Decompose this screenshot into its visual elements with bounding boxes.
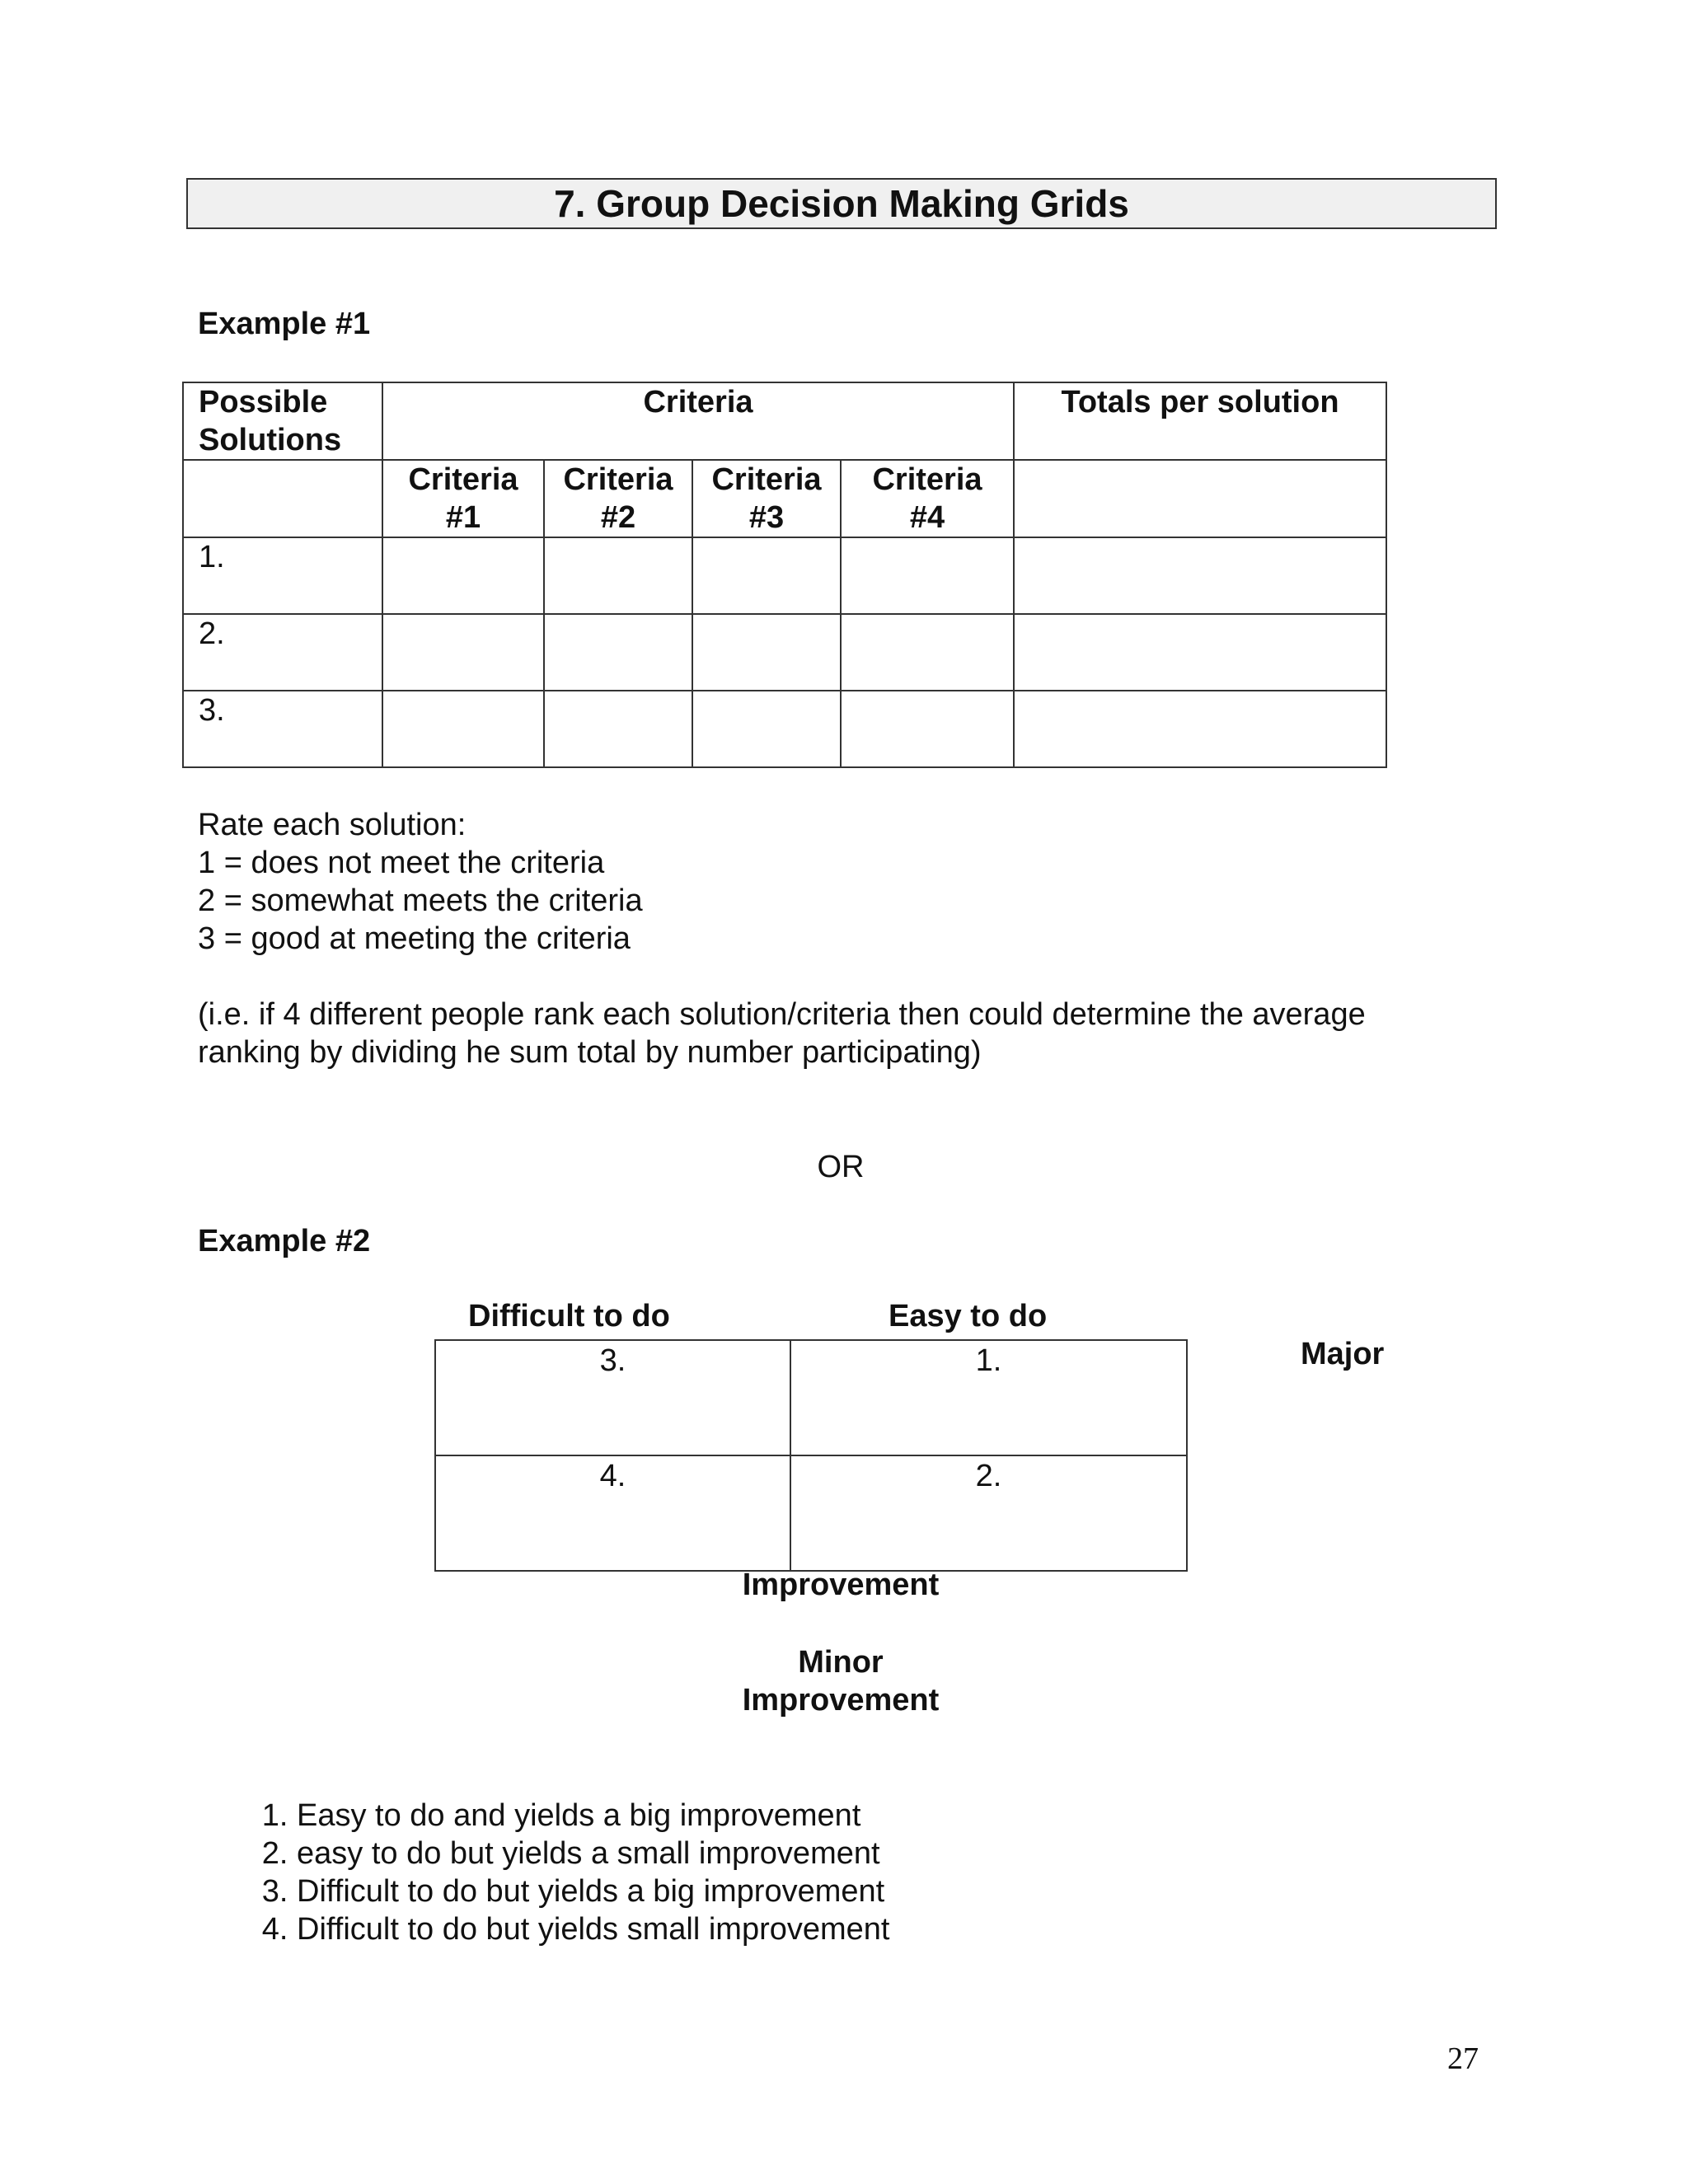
table-cell	[1014, 537, 1386, 614]
table-row	[183, 537, 1386, 614]
rating-line-3: 3 = good at meeting the criteria	[198, 921, 631, 956]
rating-line-2: 2 = somewhat meets the criteria	[198, 883, 643, 918]
subheader-criteria-1: Criteria #1	[382, 460, 544, 537]
subheader-criteria-2: Criteria #2	[544, 460, 692, 537]
example2-heading: Example #2	[198, 1224, 371, 1258]
empty-cell	[1014, 460, 1386, 537]
rating-note: (i.e. if 4 different people rank each solution/criteria then could determine the average ranking by dividing he sum total by number participating)	[198, 997, 1366, 1070]
header-totals: Totals per solution	[1014, 382, 1386, 460]
table-cell	[692, 614, 841, 691]
row-label: 2.	[183, 614, 382, 691]
list-item: 2. easy to do but yields a small improvement	[297, 1835, 889, 1872]
quadrant-key-list	[247, 1797, 889, 1948]
table-cell	[692, 537, 841, 614]
empty-cell	[183, 460, 382, 537]
table-cell	[382, 691, 544, 767]
quadrant-cell-4: 4.	[435, 1455, 790, 1571]
header-criteria: Criteria	[382, 382, 1014, 460]
rating-intro: Rate each solution:	[198, 808, 467, 842]
table-cell	[841, 691, 1014, 767]
list-item: 4. Difficult to do but yields small improvement	[297, 1910, 889, 1948]
list-item: 1. Easy to do and yields a big improvement	[297, 1797, 889, 1835]
list-item: 3. Difficult to do but yields a big improvement	[297, 1872, 889, 1910]
subheader-criteria-3: Criteria #3	[692, 460, 841, 537]
table-cell	[1014, 614, 1386, 691]
table-row	[183, 691, 1386, 767]
example1-heading: Example #1	[198, 307, 371, 341]
row-label: 1.	[183, 537, 382, 614]
table-cell	[544, 614, 692, 691]
table-cell	[841, 614, 1014, 691]
label-major: Major	[1301, 1337, 1385, 1371]
subheader-criteria-4: Criteria #4	[841, 460, 1014, 537]
table-row	[183, 614, 1386, 691]
table-cell	[382, 537, 544, 614]
page-number: 27	[1447, 2041, 1479, 2076]
header-possible-solutions: Possible Solutions	[183, 382, 382, 460]
table-cell	[692, 691, 841, 767]
label-minor: Minor	[798, 1645, 884, 1680]
label-minor-improvement: Improvement	[742, 1683, 940, 1718]
label-difficult-to-do: Difficult to do	[468, 1299, 670, 1333]
label-easy-to-do: Easy to do	[889, 1299, 1048, 1333]
or-label: OR	[817, 1150, 865, 1184]
table-cell	[382, 614, 544, 691]
label-improvement: Improvement	[742, 1568, 940, 1602]
row-label: 3.	[183, 691, 382, 767]
table-cell	[544, 691, 692, 767]
quadrant-cell-3: 3.	[435, 1340, 790, 1455]
decision-grid-table	[182, 382, 1387, 768]
table-cell	[1014, 691, 1386, 767]
improvement-grid	[434, 1339, 1188, 1572]
rating-line-1: 1 = does not meet the criteria	[198, 846, 605, 880]
quadrant-cell-1: 1.	[790, 1340, 1187, 1455]
table-cell	[841, 537, 1014, 614]
table-cell	[544, 537, 692, 614]
page-title: 7. Group Decision Making Grids	[186, 178, 1497, 229]
quadrant-cell-2: 2.	[790, 1455, 1187, 1571]
